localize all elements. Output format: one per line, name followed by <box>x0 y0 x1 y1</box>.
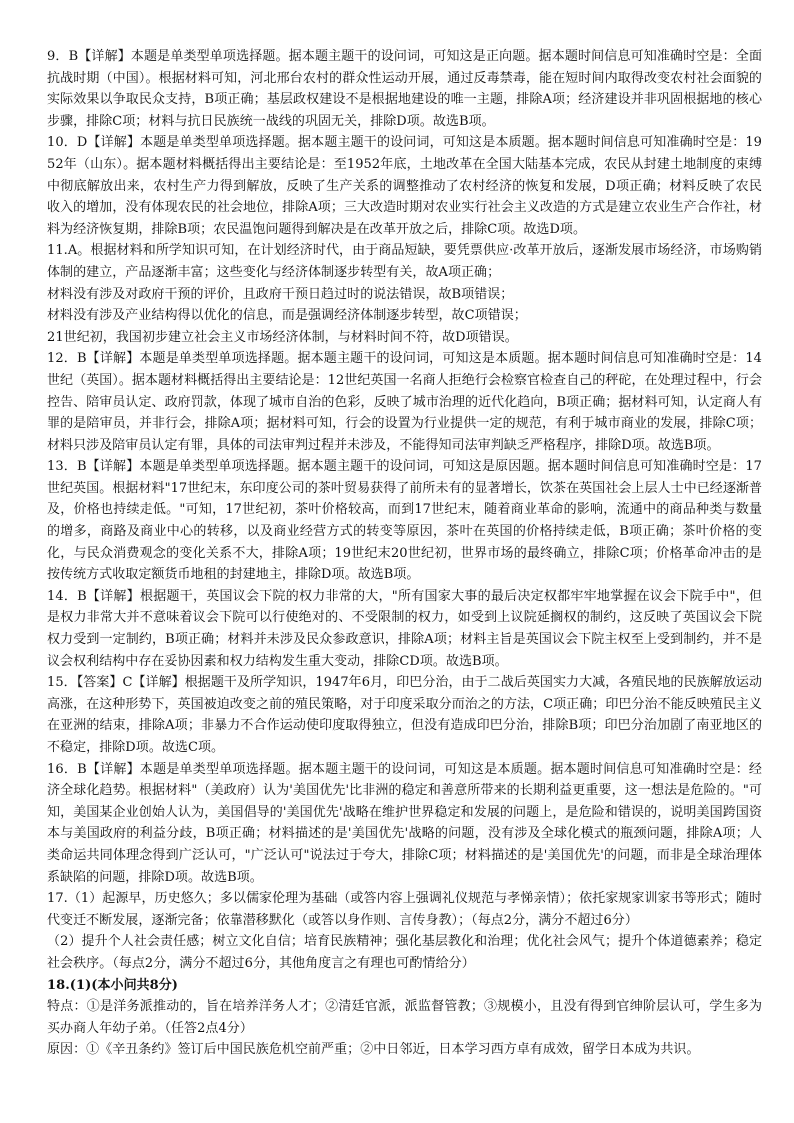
answer-11-option-c: 材料没有涉及产业结构得以优化的信息，而是强调经济体制逐步转型，故C项错误； <box>47 308 527 324</box>
answer-15: 15．【答案】C【详解】根据题干及所学知识，1947年6月，印巴分治，由于二战后英国实力大减，各殖民地的民族解放运动高涨，在这种形势下，英国被迫改变之前的殖民策略，对于印度采取分而治之的方法，C项正确；印巴分治不能反映殖民主义在亚洲的结束，排除A项；非暴力不合作运动使印度取得独立，但没有造成印巴分治，排除B项；印巴分治加剧了南亚地区的不稳定，排除D项。故选C项。 <box>47 675 762 755</box>
answer-18-heading: 18.(1)(本小问共8分) <box>47 977 179 993</box>
answer-10: 10．D【详解】本题是单类型单项选择题。据本题主题干的设问词，可知这是本质题。据本题时间信息可知准确时空是：1952年（山东）。据本题材料概括得出主要结论是：至1952年底，土地改革在全国大陆基本完成，农民从封建土地制度的束缚中彻底解放出来，农村生产力得到解放，反映了生产关系的调整推动了农村经济的恢复和发展，D项正确；材料反映了农民收入的增加，没有体现农民的社会地位，排除A项；三大改造时期对农业实行社会主义改造的方式是建立农业生产合作社，材料为经济恢复期，排除B项；农民温饱问题得到解决是在改革开放之后，排除C项。故选D项。 <box>47 135 762 237</box>
answer-16: 16．B【详解】本题是单类型单项选择题。据本题主题干的设问词，可知这是本质题。据本题时间信息可知准确时空是：经济全球化趋势。根据材料"（美政府）认为'美国优先'比非洲的稳定和善意所带来的长期利益更重要，这一想法是危险的。"可知，美国某企业创始人认为，美国倡导的'美国优先'战略在维护世界稳定和发展的问题上，是危险和错误的，说明美国跨国资本与美国政府的利益分歧，B项正确；材料描述的是'美国优先'战略的问题，没有涉及全球化模式的瓶颈问题，排除A项；人类命运共同体理念得到广泛认可，"广泛认可"说法过于夸大，排除C项；材料描述的是'美国优先'的问题，而非是全球治理体系缺陷的问题，排除D项。故选B项。 <box>47 761 762 885</box>
answer-17-part-2: （2）提升个人社会责任感；树立文化自信；培育民族精神；强化基层教化和治理；优化社会风气；提升个体道德素养；稳定社会秩序。（每点2分，满分不超过6分，其他角度言之有理也可酌情给分） <box>47 934 762 971</box>
answer-11-option-b: 材料没有涉及对政府干预的评价，且政府干预日趋过时的说法错误，故B项错误； <box>47 286 514 302</box>
answer-12: 12．B【详解】本题是单类型单项选择题。据本题主题干的设问词，可知这是本质题。据本题时间信息可知准确时空是：14世纪（英国）。据本题材料概括得出主要结论是：12世纪英国一名商人拒绝行会检察官检查自己的秤砣，在处理过程中，行会控告、陪审员认定、政府罚款，体现了城市自治的色彩，反映了城市治理的近代化趋向，B项正确；据材料可知，认定商人有罪的是陪审员，并非行会，排除A项；据材料可知，行会的设置为行业提供一定的规范，有利于城市商业的发展，排除C项；材料只涉及陪审员认定有罪，具体的司法审判过程并未涉及，不能得知司法审判缺乏严格程序，排除D项。故选B项。 <box>47 351 762 453</box>
answer-18-reasons: 原因：①《辛丑条约》签订后中国民族危机空前严重；②中日邻近，日本学习西方卓有成效，留学日本成为共识。 <box>47 1042 700 1058</box>
answer-13: 13．B【详解】本题是单类型单项选择题。据本题主题干的设问词，可知这是原因题。据本题时间信息可知准确时空是：17世纪英国。根据材料"17世纪末，东印度公司的茶叶贸易获得了前所未有的显著增长，饮茶在英国社会上层人士中已经逐渐普及，价格也持续走低。"可知，17世纪初，茶叶价格较高，而到17世纪末，随着商业革命的影响，流通中的商品种类与数量的增多，商路及商业中心的转移，以及商业经营方式的转变等原因，茶叶在英国的价格持续走低，B项正确；茶叶价格的变化，与民众消费观念的变化关系不大，排除A项；19世纪末20世纪初，世界市场的最终确立，排除C项；价格革命冲击的是按传统方式收取定额货币地租的封建地主，排除D项。故选B项。 <box>47 459 762 583</box>
answer-14: 14．B【详解】根据题干，英国议会下院的权力非常的大，"所有国家大事的最后决定权都牢牢地掌握在议会下院手中"，但是权力非常大并不意味着议会下院可以行使绝对的、不受限制的权力，如受到上议院延搁权的制约，这反映了英国议会下院权力受到一定制约，B项正确；材料并未涉及民众参政意识，排除A项；材料主旨是英国议会下院主权至上受到制约，并不是议会权利结构中存在妥协因素和权力结构发生重大变动，排除CD项。故选B项。 <box>47 588 762 669</box>
answer-9: 9．B【详解】本题是单类型单项选择题。据本题主题干的设问词，可知这是正向题。据本题时间信息可知准确时空是：全面抗战时期（中国）。根据材料可知，河北邢台农村的群众性运动开展，通过反毒禁毒，能在短时间内取得改变农村社会面貌的实际效果以争取民众支持，B项正确；基层政权建设不是根据地建设的唯一主题，排除A项；经济建设并非巩固根据地的核心步骤，排除C项；材料与抗日民族统一战线的巩固无关，排除D项。故选B项。 <box>47 49 762 129</box>
answer-11-option-d: 21世纪初，我国初步建立社会主义市场经济体制，与材料时间不符，故D项错误。 <box>47 329 518 345</box>
answer-18-features: 特点：①是洋务派推动的，旨在培养洋务人才；②清廷官派，派监督管教；③规模小，且没有得到官绅阶层认可，学生多为买办商人年幼子弟。（任答2点4分） <box>47 999 762 1036</box>
answer-17-part-1: 17.（1）起源早，历史悠久；多以儒家伦理为基础（或答内容上强调礼仪规范与孝悌亲情）；依托家规家训家书等形式；随时代变迁不断发展，逐渐完备；依靠潜移默化（或答以身作则、言传身教）；（每点2分，满分不超过6分） <box>47 891 762 928</box>
answer-11: 11.A。根据材料和所学知识可知，在计划经济时代，由于商品短缺，要凭票供应·改革开放后，逐渐发展市场经济，市场购销体制的建立，产品逐渐丰富；这些变化与经济体制逐步转型有关，故A项正确； <box>47 243 762 280</box>
